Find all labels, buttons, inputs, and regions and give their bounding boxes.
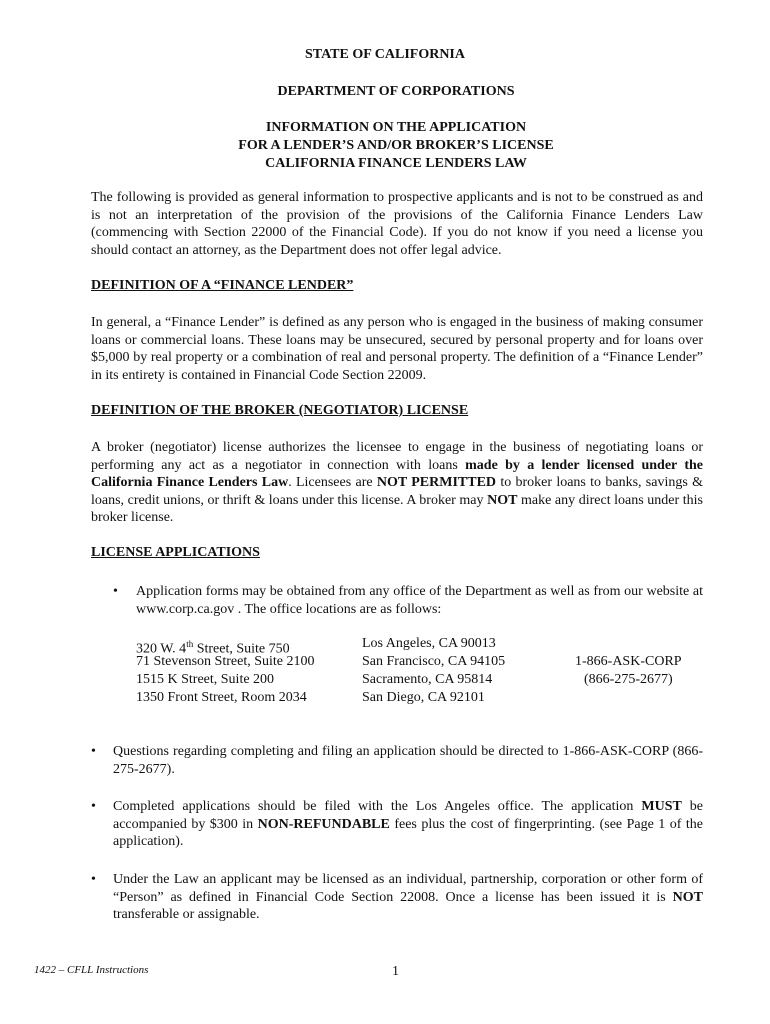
title-line-1: INFORMATION ON THE APPLICATION <box>265 120 527 135</box>
phone-ask-corp: 1-866-ASK-CORP <box>575 654 682 669</box>
broker-paragraph: A broker (negotiator) license authorizes the licensee to engage in the business of negotiating loans or performing any act as a negotiator in connection with loans made by a lender licensed under the California Finance Lenders Law. Licensees are NOT PERMITTED to broker loans to banks, savings & loans, credit unions, or thrift & loans under this license. A broker may NOT make any direct loans under this broker license. <box>91 440 703 526</box>
phone-number: (866-275-2677) <box>584 672 673 687</box>
title-line-2: FOR A LENDER’S AND/OR BROKER’S LICENSE <box>238 138 554 153</box>
broker-heading: DEFINITION OF THE BROKER (NEGOTIATOR) LICENSE <box>91 403 469 418</box>
bullet-licensing-law: Under the Law an applicant may be licensed as an individual, partnership, corporation or other form of “Person” as defined in Financial Code Section 22008. Once a license has been issued it is NOT transferable or assignable. <box>113 872 703 923</box>
finance-lender-paragraph: In general, a “Finance Lender” is defined as any person who is engaged in the business of making consumer loans or commercial loans. These loans may be unsecured, secured by personal property and for loans over $5,000 by real property or a combination of real and personal property. The definition of a “Finance Lender” in its entirety is contained in Financial Code Section 22009. <box>91 315 703 383</box>
office-street-4: 1350 Front Street, Room 2034 <box>136 690 307 705</box>
form-id: 1422 – CFLL Instructions <box>34 964 149 976</box>
state-heading: STATE OF CALIFORNIA <box>305 47 465 62</box>
bullet-completed-applications: Completed applications should be filed with the Los Angeles office. The application MUST be accompanied by $300 in NON-REFUNDABLE fees plus the cost of fingerprinting. (see Page 1 of the application). <box>113 799 703 850</box>
bullet-icon: • <box>113 584 118 599</box>
office-city-3: Sacramento, CA 95814 <box>362 672 493 687</box>
license-applications-heading: LICENSE APPLICATIONS <box>91 545 260 560</box>
office-street-2: 71 Stevenson Street, Suite 2100 <box>136 654 315 669</box>
page-number: 1 <box>392 964 399 979</box>
office-city-2: San Francisco, CA 94105 <box>362 654 506 669</box>
office-city-1: Los Angeles, CA 90013 <box>362 636 496 651</box>
title-line-3: CALIFORNIA FINANCE LENDERS LAW <box>265 156 527 171</box>
finance-lender-heading: DEFINITION OF A “FINANCE LENDER” <box>91 278 354 293</box>
office-street-3: 1515 K Street, Suite 200 <box>136 672 275 687</box>
department-heading: DEPARTMENT OF CORPORATIONS <box>277 84 515 99</box>
bullet-icon: • <box>91 799 96 814</box>
bullet-questions: Questions regarding completing and filing an application should be directed to 1-866-ASK-CORP (866-275-2677). <box>113 744 703 777</box>
bullet-icon: • <box>91 744 96 759</box>
intro-paragraph: The following is provided as general information to prospective applicants and is not to be construed as and is not an interpretation of the provision of the provisions of the California Finance Lenders Law (commencing with Section 22000 of the Financial Code). If you do not know if you need a license you should contact an attorney, as the Department does not offer legal advice. <box>91 190 703 258</box>
bullet-icon: • <box>91 872 96 887</box>
office-city-4: San Diego, CA 92101 <box>362 690 485 705</box>
bullet-application-forms: Application forms may be obtained from any office of the Department as well as from our website at www.corp.ca.gov . The office locations are as follows: <box>136 584 703 617</box>
office-street-1: 320 W. 4th Street, Suite 750 <box>136 639 290 657</box>
